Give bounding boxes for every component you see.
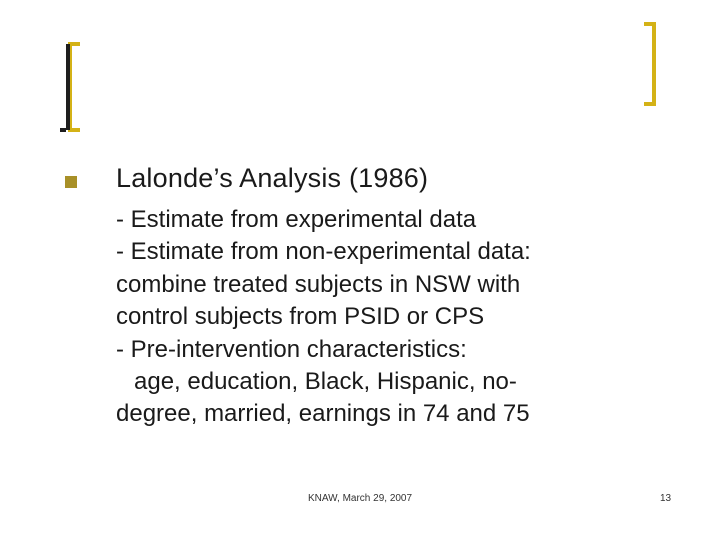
body-line: age, education, Black, Hispanic, no- (134, 367, 517, 395)
body-line: - Estimate from non-experimental data: (116, 238, 531, 266)
body-line: - Estimate from experimental data (116, 206, 477, 233)
left-bracket-icon (56, 38, 84, 134)
body-line: control subjects from PSID or CPS (116, 303, 485, 331)
bullet-heading: Lalonde’s Analysis (1986) (116, 163, 429, 193)
square-bullet-icon (64, 175, 78, 189)
body-line: degree, married, earnings in 74 and 75 (116, 400, 530, 428)
body-line: - Pre-intervention characteristics: (116, 335, 467, 363)
bullet-body (116, 204, 531, 431)
right-bracket-icon (640, 20, 664, 108)
page-number: 13 (660, 493, 672, 504)
body-line: combine treated subjects in NSW with (116, 270, 521, 298)
footer-text: KNAW, March 29, 2007 (307, 493, 413, 504)
